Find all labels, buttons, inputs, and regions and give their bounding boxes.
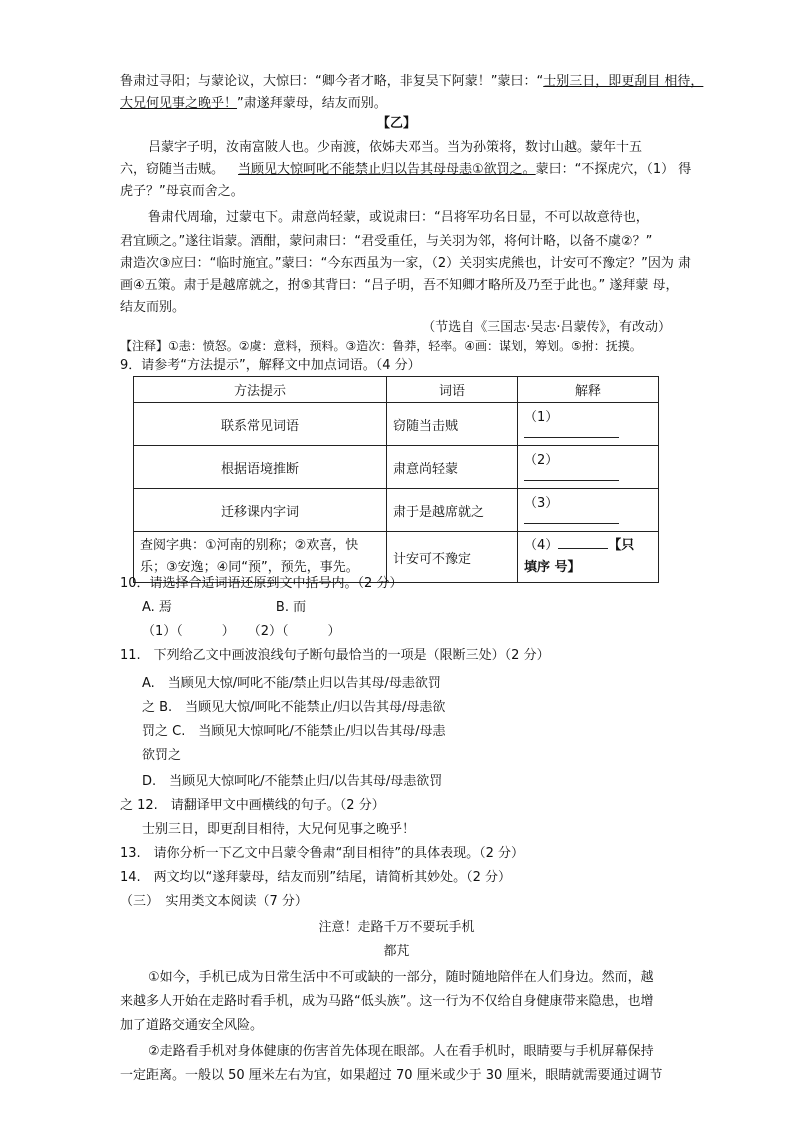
answer-cell[interactable] bbox=[518, 403, 659, 446]
q11-option-c-cont: 欲罚之 bbox=[142, 748, 182, 763]
article-title: 注意！走路千万不要玩手机 bbox=[318, 920, 475, 935]
q13-stem: 13. 请你分析一下乙文中吕蒙令鲁肃“刮目相待”的具体表现。（2 分） bbox=[120, 846, 525, 861]
q11-option-a[interactable]: A. 当顾见大惊/呵叱不能/禁止归以告其母/母恚欲罚 bbox=[142, 676, 441, 691]
section3-heading: （三） 实用类文本阅读（7 分） bbox=[120, 894, 308, 909]
table-row bbox=[134, 532, 659, 583]
answer-number: （3） bbox=[524, 496, 559, 511]
yi-notes: 【注释】①恚：愤怒。②虞：意料，预料。③造次：鲁莽，轻率。④画：谋划，筹划。⑤拊：抚摸。 bbox=[120, 339, 642, 353]
answer-hint: 填序 号】 bbox=[524, 560, 581, 575]
jia-text: 鲁肃过寻阳；与蒙论议，大惊曰：“卿今者才略，非复吴下阿蒙！”蒙曰：“ bbox=[120, 74, 544, 89]
yi-heading: 【乙】 bbox=[376, 116, 416, 131]
table-header-cell: 词语 bbox=[387, 377, 518, 403]
q10-options: A. 焉 B. 而 bbox=[142, 600, 307, 615]
article-p1-line-1: ①如今，手机已成为日常生活中不可或缺的一部分，随时随地陪伴在人们身边。然而，越 bbox=[148, 970, 654, 985]
article-p2-line-2: 一定距离。一般以 50 厘米左右为宜，如果超过 70 厘米或少于 30 厘米，眼睛就需要通过调节 bbox=[120, 1068, 663, 1083]
table-header-cell: 解释 bbox=[518, 377, 659, 403]
jia-line-2 bbox=[120, 96, 387, 112]
answer-cell[interactable] bbox=[518, 489, 659, 532]
word-cell: 肃意尚轻蒙 bbox=[387, 446, 518, 489]
q12-sentence: 士别三日，即更刮目相待，大兄何见事之晚乎！ bbox=[142, 822, 416, 837]
answer-number: （2） bbox=[524, 453, 559, 468]
yi-wavy-sentence: 当顾见大惊呵叱不能禁止归以告其母母恚①欲罚之。 bbox=[238, 162, 536, 177]
q12-stem: 之 12. 请翻译甲文中画横线的句子。（2 分） bbox=[120, 798, 385, 813]
jia-underlined-sentence: 大兄何见事之晚乎！ bbox=[120, 96, 238, 111]
yi-paragraph-1-line-2 bbox=[120, 162, 691, 178]
jia-text: ”肃遂拜蒙母，结友而别。 bbox=[237, 96, 387, 111]
jia-line-1 bbox=[120, 74, 703, 90]
dictionary-line: 查阅字典：①河南的别称；②欢喜，快 bbox=[140, 538, 359, 553]
q11-option-b[interactable]: 之 B. 当顾见大惊/呵叱不能禁止/归以告其母/母恚欲 bbox=[142, 700, 446, 715]
yi-source: （节选自《三国志·吴志·吕蒙传》，有改动） bbox=[422, 320, 671, 335]
article-p2-line-1: ②走路看手机对身体健康的伤害首先体现在眼部。人在看手机时，眼睛要与手机屏幕保持 bbox=[148, 1044, 654, 1059]
word-cell: 计安可不豫定 bbox=[387, 532, 518, 583]
table-row bbox=[134, 403, 659, 446]
table-row bbox=[134, 446, 659, 489]
q11-option-d[interactable]: D. 当顾见大惊呵叱/不能禁止归/以告其母/母恚欲罚 bbox=[142, 774, 443, 789]
q14-stem: 14. 两文均以“遂拜蒙母，结友而别”结尾，请简析其妙处。（2 分） bbox=[120, 870, 512, 885]
yi-paragraph-1-line-3: 虎子？”母哀而舍之。 bbox=[120, 184, 244, 199]
yi-paragraph-2-line-5: 结友而别。 bbox=[120, 300, 186, 315]
yi-paragraph-2-line-4: 画④五策。肃于是越席就之，拊⑤其背曰：“吕子明，吾不知卿才略所及乃至于此也。” 遂拜蒙 母， bbox=[120, 278, 679, 293]
word-cell: 肃于是越席就之 bbox=[387, 489, 518, 532]
q11-option-c[interactable]: 罚之 C. 当顾见大惊呵叱/不能禁止/归以告其母/母恚 bbox=[142, 724, 446, 739]
method-table bbox=[133, 376, 659, 583]
dictionary-line: 乐；③安逸；④同“预”，预先，事先。 bbox=[140, 560, 359, 575]
yi-paragraph-2-line-3: 肃造次③应曰：“临时施宜。”蒙曰：“今东西虽为一家，（2）关羽实虎熊也，计安可不豫定？”因为 肃 bbox=[120, 256, 691, 271]
method-cell: 根据语境推断 bbox=[134, 446, 387, 489]
article-p1-line-2: 来越多人开始在走路时看手机，成为马路“低头族”。这一行为不仅给自身健康带来隐患，也增 bbox=[120, 994, 654, 1009]
table-row bbox=[134, 489, 659, 532]
answer-number: （1） bbox=[524, 410, 559, 425]
jia-underlined-sentence: 士别三日，即更刮目 相待， bbox=[543, 74, 704, 89]
method-cell: 迁移课内字词 bbox=[134, 489, 387, 532]
answer-blank[interactable] bbox=[524, 511, 619, 524]
yi-paragraph-2-line-2: 君宜顾之。”遂往诣蒙。酒酣，蒙问肃曰：“君受重任，与关羽为邻，将何计略，以备不虞②？” bbox=[120, 234, 653, 249]
q9-stem: 9．请参考“方法提示”，解释文中加点词语。（4 分） bbox=[120, 358, 421, 373]
method-cell: 联系常见词语 bbox=[134, 403, 387, 446]
answer-hint: 【只 bbox=[608, 538, 635, 553]
q10-stem: 10．请选择合适词语还原到文中括号内。（2 分） bbox=[120, 576, 403, 591]
table-header-row bbox=[134, 377, 659, 403]
answer-blank[interactable] bbox=[524, 425, 619, 438]
answer-cell[interactable] bbox=[518, 532, 659, 583]
word-cell: 窃随当击贼 bbox=[387, 403, 518, 446]
article-author: 都芃 bbox=[383, 944, 410, 959]
q11-stem: 11. 下列给乙文中画波浪线句子断句最恰当的一项是（限断三处）（2 分） bbox=[120, 648, 550, 663]
table-header-cell: 方法提示 bbox=[134, 377, 387, 403]
yi-text: 六，窃随当击贼。 bbox=[120, 162, 225, 177]
yi-paragraph-2-line-1: 鲁肃代周瑜，过蒙屯下。肃意尚轻蒙，或说肃曰：“吕将军功名日显，不可以故意待也， bbox=[148, 210, 649, 225]
yi-text: 蒙曰：“不探虎穴，（1） 得 bbox=[535, 162, 692, 177]
answer-number: （4） bbox=[524, 538, 559, 553]
method-cell bbox=[134, 532, 387, 583]
answer-cell[interactable] bbox=[518, 446, 659, 489]
q10-blanks[interactable]: （1）（ ） （2）（ ） bbox=[142, 624, 341, 639]
yi-paragraph-1-line-1: 吕蒙字子明，汝南富陂人也。少南渡，依姊夫邓当。当为孙策将，数讨山越。蒙年十五 bbox=[148, 140, 643, 155]
article-p1-line-3: 加了道路交通安全风险。 bbox=[120, 1018, 264, 1033]
answer-blank[interactable] bbox=[558, 536, 608, 549]
answer-blank[interactable] bbox=[524, 468, 619, 481]
